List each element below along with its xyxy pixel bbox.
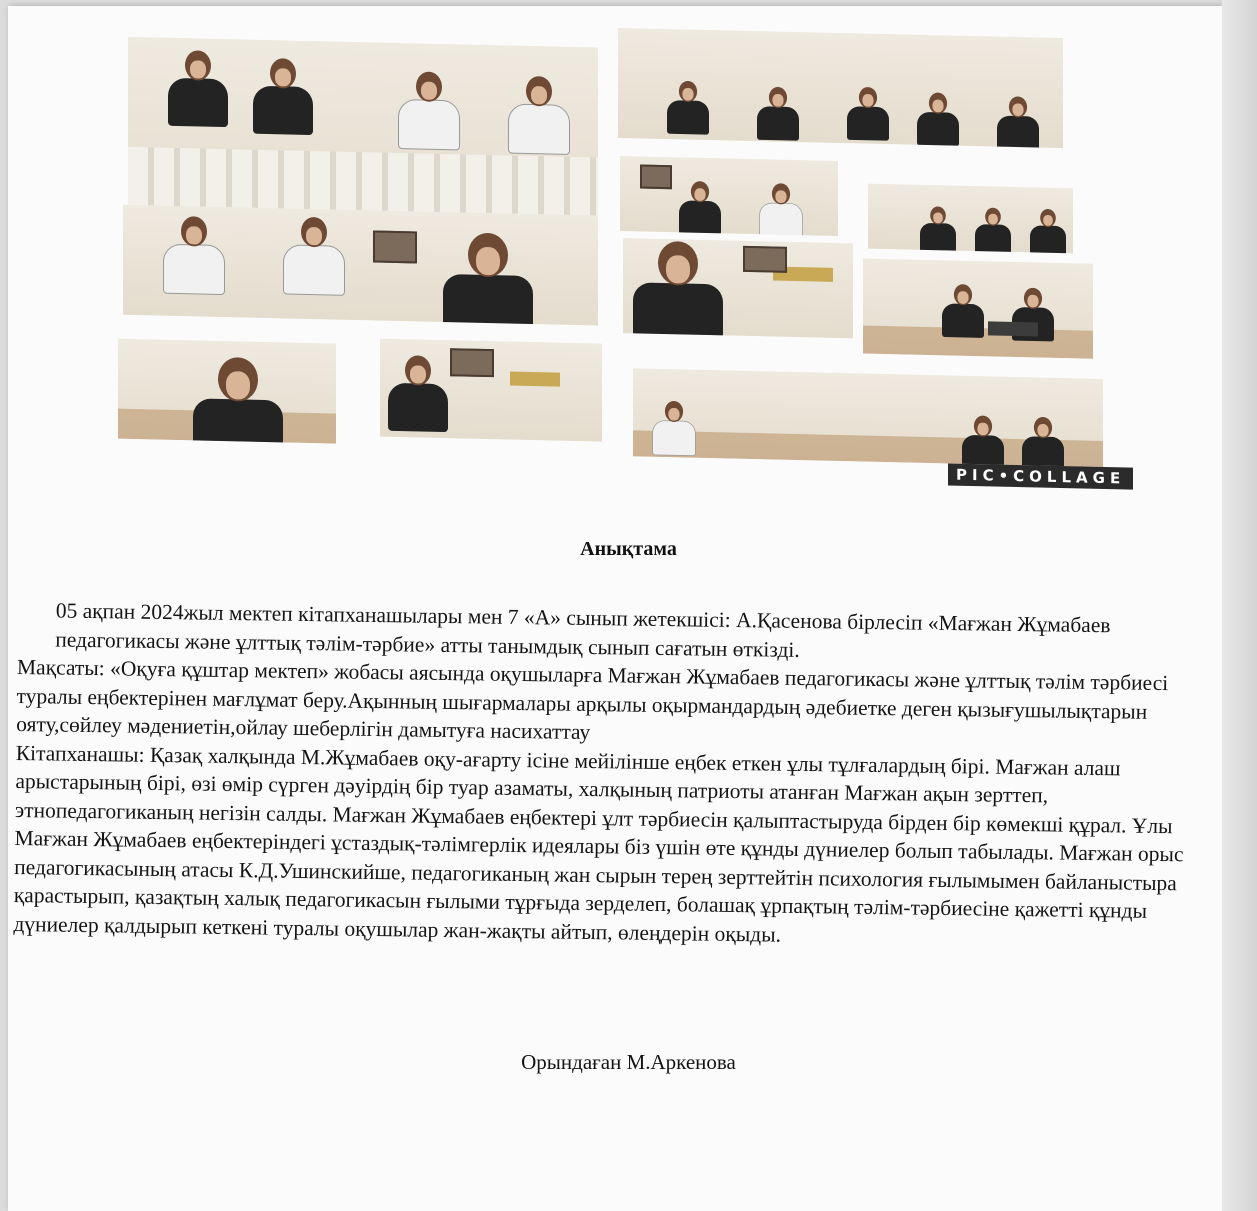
signature-line: Орындаған М.Аркенова	[521, 1050, 736, 1074]
collage-photo-classroom	[863, 259, 1093, 359]
collage-photo-audience-seated	[633, 368, 1103, 467]
collage-photo-audience	[618, 28, 1063, 148]
collage-photo-teacher-speaking	[623, 238, 853, 338]
collage-photo-teacher-reading	[380, 339, 602, 442]
collage-photo-students-presenting	[620, 156, 838, 236]
paragraph-goal: Мақсаты: «Оқуға құштар мектеп» жобасы аясында оқушыларға Мағжан Жұмабаев педагогикасы және ұлттық тәлім тәрбиесі туралы еңбектерінен мағлұмат беру.Ақынның шығармалары арқылы оқырмандардың әдебиетке деген қызығушылықтарын ояту,сөйлеу мәдениетін,ойлау шеберлігін дамытуға насихаттау	[16, 654, 1169, 745]
collage-photo-students-group	[128, 37, 598, 233]
photo-collage	[118, 17, 1126, 492]
collage-photo-students-closeup	[123, 205, 598, 326]
document-body	[13, 596, 1218, 955]
scan-edge	[1222, 0, 1257, 1211]
paragraph-librarian: Кітапханашы: Қазақ халқында М.Жұмабаев оқу-ағарту ісіне мейілінше еңбек еткен ұлы тұлғалардың бірі. Мағжан алаш арыстарының бірі, өзі өмір сүрген дәуірдің бір туар азаматы, халқының патриоты атанған Мағжан ақын зерттеп, этнопедагогиканың негізін салды. Мағжан Жұмабаев еңбектері ұлт тәрбиесін қалыптастыруда бірден бір көмекші құрал. Ұлы Мағжан Жұмабаев еңбектеріндегі ұстаздық-тәлімгерлік идеялары біз үшін өте құнды дүниелер болып табылады. Мағжан орыс педагогикасының атасы К.Д.Ушинскийше, педагогиканың жан сырын терең зерттейтін психология ғылымымен байланыстыра қарастырып, қазақтың халық педагогикасын ғылыми тұрғыда зерделеп, болашақ ұрпақтың тәлім-тәрбиесіне қажетті құнды дүниелер қалдырып кеткені туралы оқушылар жан-жақты айтып, өлеңдерін оқыды.	[13, 740, 1184, 947]
document-title: Анықтама	[580, 538, 677, 560]
paragraph-intro: 05 ақпан 2024жыл мектеп кітапханашылары мен 7 «А» сынып жетекшісі: А.Қасенова бірлесіп «Мағжан Жұмабаев педагогикасы және ұлттық тәлім-тәрбие» атты танымдық сынып сағатын өткізді.	[55, 598, 1111, 662]
collage-photo-three-students	[868, 184, 1073, 254]
collage-watermark: PIC•COLLAGE	[948, 463, 1133, 489]
collage-photo-student-pointing	[118, 339, 336, 444]
